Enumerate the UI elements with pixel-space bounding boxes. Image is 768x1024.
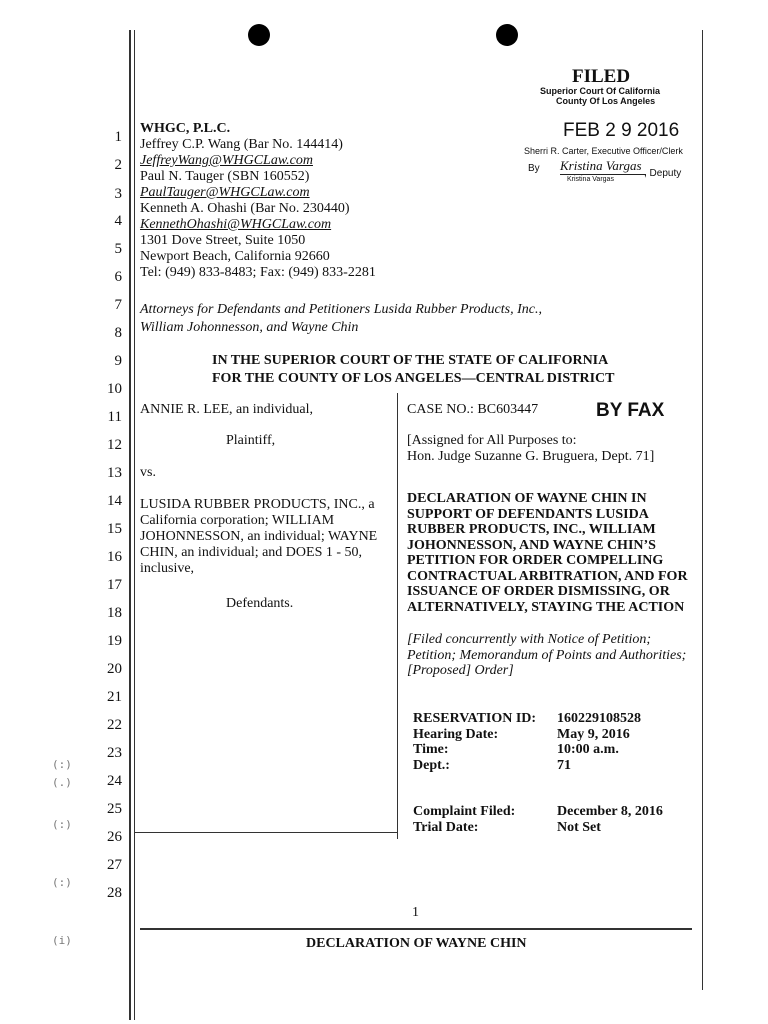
hearing-value: 71 (557, 757, 571, 773)
filed-stamp-date: FEB 2 9 2016 (563, 120, 680, 141)
plaintiff-name: ANNIE R. LEE, an individual, (140, 402, 314, 417)
defendants-line-1: LUSIDA RUBBER PRODUCTS, INC., a (140, 497, 375, 512)
filed-concurrently-line-1: [Filed concurrently with Notice of Petition; (407, 632, 652, 647)
document-title (407, 491, 688, 615)
firm-name: WHGC, P.L.C. (140, 121, 231, 136)
hearing-row (413, 711, 641, 727)
court-title-line-1: IN THE SUPERIOR COURT OF THE STATE OF CALIFORNIA (212, 353, 609, 368)
left-margin-rule (129, 30, 131, 1020)
court-title (212, 353, 614, 387)
hearing-label: Time: (413, 742, 449, 757)
hearing-value: 10:00 a.m. (557, 742, 619, 757)
filing-label: Trial Date: (413, 820, 479, 835)
hearing-value: May 9, 2016 (557, 726, 630, 742)
filed-stamp-by: By (528, 163, 540, 174)
document-title-line-8: ALTERNATIVELY, STAYING THE ACTION (407, 599, 685, 615)
hearing-label: Dept.: (413, 757, 450, 773)
line-number: 3 (114, 186, 122, 202)
hearing-row (413, 758, 641, 774)
firm-city: Newport Beach, California 92660 (140, 249, 330, 264)
filed-stamp-court: Superior Court Of California (540, 86, 661, 96)
right-margin-rule (702, 30, 703, 990)
line-number: 12 (107, 437, 122, 453)
attorneys-for-line-2: William Johonnesson, and Wayne Chin (140, 320, 359, 335)
by-fax-stamp: BY FAX (596, 400, 665, 421)
document-title-line-6: CONTRACTUAL ARBITRATION, AND FOR (407, 568, 688, 584)
line-number: 2 (114, 157, 122, 173)
defendants-line-4: CHIN, an individual; and DOES 1 - 50, (140, 545, 363, 560)
filed-stamp-county: County Of Los Angeles (556, 96, 656, 106)
filed-concurrently-line-2: Petition; Memorandum of Points and Authorities; (407, 647, 687, 663)
filing-value: Not Set (557, 820, 601, 835)
filing-row (413, 820, 663, 836)
document-title-line-4: JOHONNESSON, AND WAYNE CHIN’S (407, 537, 656, 553)
hearing-label: RESERVATION ID: (413, 711, 537, 726)
document-title-line-7: ISSUANCE OF ORDER DISMISSING, OR (407, 584, 670, 599)
line-number: 26 (107, 829, 122, 845)
hearing-label: Hearing Date: (413, 726, 499, 742)
hearing-info (413, 711, 641, 773)
attorney-2-email: PaulTauger@WHGCLaw.com (140, 185, 310, 200)
line-number: 10 (107, 381, 122, 397)
line-number: 23 (107, 745, 122, 761)
hearing-row (413, 742, 641, 758)
attorney-3: Kenneth A. Ohashi (Bar No. 230440) (140, 201, 350, 216)
hearing-row (413, 727, 641, 743)
caption-divider (397, 393, 398, 839)
line-number: 4 (114, 213, 122, 229)
filing-value: December 8, 2016 (557, 804, 663, 819)
line-number: 16 (107, 549, 122, 565)
page-number: 1 (412, 905, 419, 920)
footer-rule (140, 928, 692, 930)
line-number: 9 (114, 353, 122, 369)
line-number: 13 (107, 465, 122, 481)
assigned-block (407, 433, 654, 465)
filed-stamp-officer: Sherri R. Carter, Executive Officer/Clerk (524, 146, 683, 156)
line-number: 21 (107, 689, 122, 705)
filed-concurrently-line-3: [Proposed] Order] (407, 663, 514, 678)
attorney-1-email: JeffreyWang@WHGCLaw.com (140, 153, 313, 168)
attorneys-for-line-1: Attorneys for Defendants and Petitioners Lusida Rubber Products, Inc., (140, 302, 542, 317)
defendants-role: Defendants. (226, 596, 294, 611)
line-number: 27 (107, 857, 122, 873)
scan-noise-mark: (.) (52, 776, 72, 789)
left-margin-rule-inner (134, 30, 135, 1020)
line-number: 17 (107, 577, 122, 593)
filing-label: Complaint Filed: (413, 804, 516, 819)
caption-bottom-rule (134, 832, 398, 833)
scan-noise-mark: (:) (52, 876, 72, 889)
line-number: 14 (107, 493, 122, 509)
defendants-line-2: California corporation; WILLIAM (140, 513, 335, 528)
filed-stamp-deputy-name: Kristina Vargas (567, 176, 614, 183)
line-number: 6 (114, 269, 122, 285)
attorney-2: Paul N. Tauger (SBN 160552) (140, 169, 310, 184)
defendants-block (140, 497, 377, 577)
line-number: 28 (107, 885, 122, 901)
filing-row (413, 804, 663, 820)
assigned-line-2: Hon. Judge Suzanne G. Bruguera, Dept. 71] (407, 449, 655, 464)
filed-concurrently (407, 632, 686, 679)
court-title-line-2: FOR THE COUNTY OF LOS ANGELES—CENTRAL DISTRICT (212, 371, 615, 386)
line-number: 22 (107, 717, 122, 733)
line-number: 20 (107, 661, 122, 677)
line-number: 18 (107, 605, 122, 621)
document-title-line-5: PETITION FOR ORDER COMPELLING (407, 553, 664, 568)
punch-hole-right (496, 24, 518, 46)
scan-noise-mark: (i) (52, 934, 72, 947)
defendants-line-3: JOHONNESSON, an individual; WAYNE (140, 529, 378, 544)
document-title-line-2: SUPPORT OF DEFENDANTS LUSIDA (407, 506, 649, 522)
plaintiff-role: Plaintiff, (226, 433, 276, 448)
filed-stamp-deputy: , Deputy (644, 168, 682, 179)
firm-block (140, 121, 376, 281)
line-number: 11 (107, 409, 122, 425)
case-number: CASE NO.: BC603447 (407, 402, 539, 417)
line-number: 25 (107, 801, 122, 817)
document-title-line-3: RUBBER PRODUCTS, INC., WILLIAM (407, 522, 656, 537)
firm-street: 1301 Dove Street, Suite 1050 (140, 233, 306, 248)
filed-stamp-title: FILED (572, 66, 631, 87)
attorney-3-email: KennethOhashi@WHGCLaw.com (140, 217, 332, 232)
filing-info (413, 804, 663, 836)
line-number: 7 (114, 297, 122, 313)
hearing-value: 160229108528 (557, 711, 641, 726)
line-number: 15 (107, 521, 122, 537)
line-number: 8 (114, 325, 122, 341)
line-number: 19 (107, 633, 122, 649)
line-number: 5 (114, 241, 122, 257)
assigned-line-1: [Assigned for All Purposes to: (407, 433, 577, 448)
footer-title: DECLARATION OF WAYNE CHIN (306, 936, 527, 951)
attorneys-for (140, 302, 542, 336)
scan-noise-mark: (:) (52, 818, 72, 831)
line-number: 24 (107, 773, 122, 789)
versus: vs. (140, 465, 156, 480)
document-title-line-1: DECLARATION OF WAYNE CHIN IN (407, 491, 647, 506)
scan-noise-mark: (:) (52, 758, 72, 771)
attorney-1: Jeffrey C.P. Wang (Bar No. 144414) (140, 137, 343, 152)
punch-hole-left (248, 24, 270, 46)
line-number: 1 (114, 129, 122, 145)
firm-phone: Tel: (949) 833-8483; Fax: (949) 833-2281 (140, 265, 376, 280)
defendants-line-5: inclusive, (140, 561, 195, 576)
filed-stamp-signature: Kristina Vargas (560, 158, 646, 175)
